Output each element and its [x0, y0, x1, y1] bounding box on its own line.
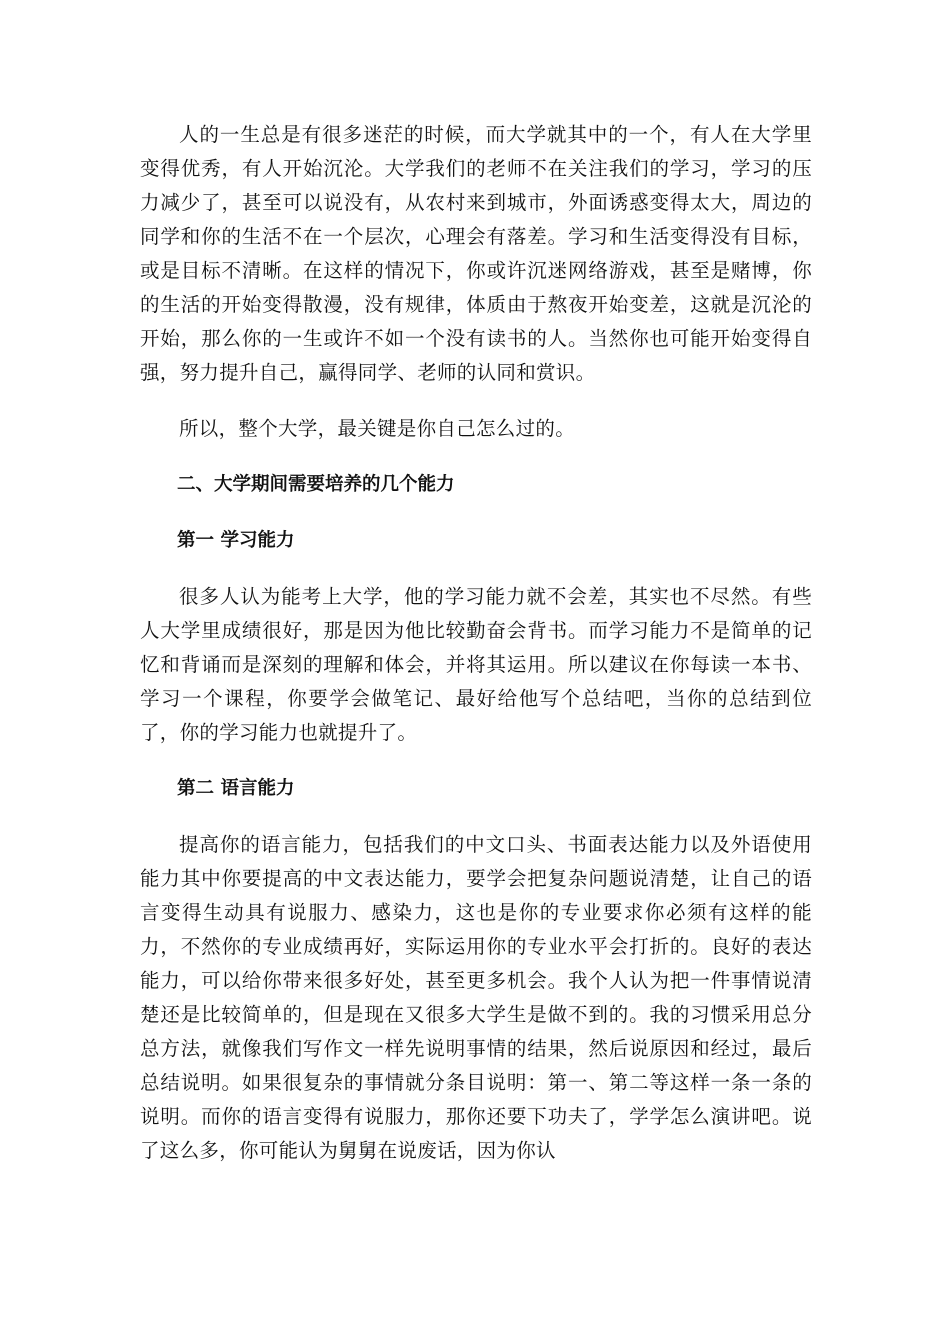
language-ability-paragraph: 提高你的语言能力，包括我们的中文口头、书面表达能力以及外语使用能力其中你要提高的中文表达能力，要学会把复杂问题说清楚，让自己的语言变得生动具有说服力、感染力，这也是你的专业要求你必须有这样的能力，不然你的专业成绩再好，实际运用你的专业水平会打折的。良好的表达能力，可以给你带来很多好处，甚至更多机会。我个人认为把一件事情说清楚还是比较简单的，但是现在又很多大学生是做不到的。我的习惯采用总分总方法，就像我们写作文一样先说明事情的结果，然后说原因和经过，最后总结说明。如果很复杂的事情就分条目说明：第一、第二等这样一条一条的说明。而你的语言变得有说服力，那你还要下功夫了，学学怎么演讲吧。说了这么多，你可能认为舅舅在说废话，因为你认 [140, 833, 812, 1162]
spacer [140, 502, 812, 524]
spacer [140, 390, 812, 412]
spacer [140, 446, 812, 468]
spacer [140, 558, 812, 580]
section-heading: 二、大学期间需要培养的几个能力 [177, 474, 455, 495]
summary-paragraph: 所以，整个大学，最关键是你自己怎么过的。 [179, 417, 576, 440]
subheading-language-ability: 第二 语言能力 [177, 778, 295, 799]
learning-ability-paragraph: 很多人认为能考上大学，他的学习能力就不会差，其实也不尽然。有些人大学里成绩很好，那是因为他比较勤奋会背书。而学习能力不是简单的记忆和背诵而是深刻的理解和体会，并将其运用。所以建议在你每读一本书、学习一个课程，你要学会做笔记、最好给他写个总结吧，当你的总结到位了，你的学习能力也就提升了。 [140, 585, 812, 744]
spacer [140, 806, 812, 828]
document-page [140, 118, 812, 1168]
intro-paragraph: 人的一生总是有很多迷茫的时候，而大学就其中的一个，有人在大学里变得优秀，有人开始沉沦。大学我们的老师不在关注我们的学习，学习的压力减少了，甚至可以说没有，从农村来到城市，外面诱惑变得太大，周边的同学和你的生活不在一个层次，心理会有落差。学习和生活变得没有目标，或是目标不清晰。在这样的情况下，你或许沉迷网络游戏，甚至是赌博，你的生活的开始变得散漫，没有规律，体质由于熬夜开始变差，这就是沉沦的开始，那么你的一生或许不如一个没有读书的人。当然你也可能开始变得自强，努力提升自己，赢得同学、老师的认同和赏识。 [140, 123, 812, 384]
spacer [140, 750, 812, 772]
subheading-learning-ability: 第一 学习能力 [177, 530, 295, 551]
